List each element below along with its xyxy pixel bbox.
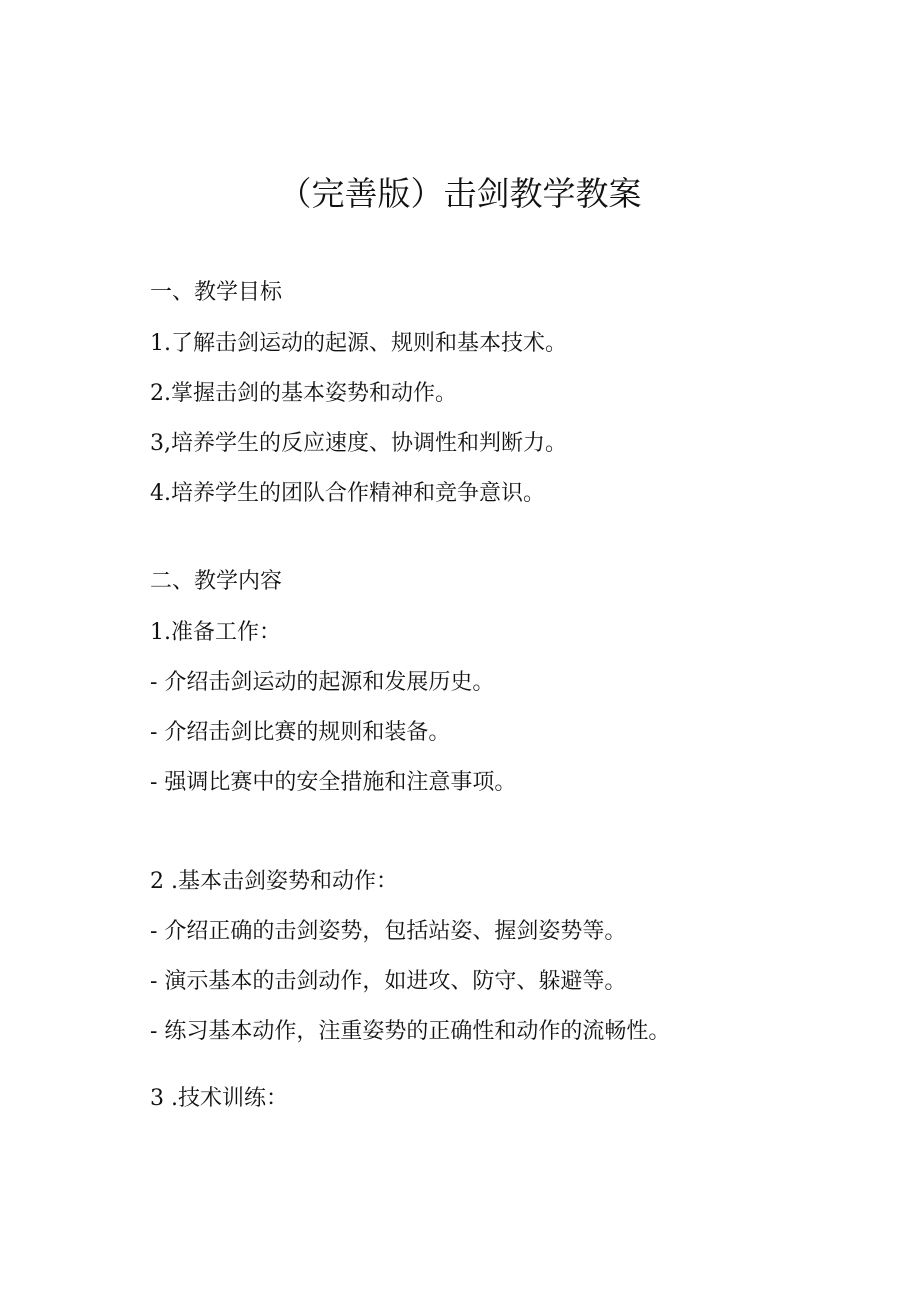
- objective-item: 3,培养学生的反应速度、协调性和判断力。: [150, 431, 567, 456]
- content-item: - 强调比赛中的安全措施和注意事项。: [150, 770, 517, 795]
- content-item: - 演示基本的击剑动作，如进攻、防守、躲避等。: [150, 969, 627, 994]
- subsection-heading: 1.准备工作：: [150, 620, 281, 645]
- subsection-heading: 3 .技术训练：: [150, 1086, 288, 1111]
- objective-item: 4.培养学生的团队合作精神和竞争意识。: [150, 481, 545, 506]
- content-item: - 介绍正确的击剑姿势，包括站姿、握剑姿势等。: [150, 919, 627, 944]
- content-item: - 介绍击剑运动的起源和发展历史。: [150, 670, 495, 695]
- section-heading: 二、教学内容: [150, 569, 283, 594]
- objective-item: 1.了解击剑运动的起源、规则和基本技术。: [150, 331, 567, 356]
- document-title: （完善版）击剑教学教案: [278, 174, 642, 213]
- content-item: - 介绍击剑比赛的规则和装备。: [150, 720, 451, 745]
- section-heading: 一、教学目标: [150, 280, 283, 305]
- objective-item: 2.掌握击剑的基本姿势和动作。: [150, 381, 457, 406]
- subsection-heading: 2 .基本击剑姿势和动作：: [150, 869, 398, 894]
- content-item: - 练习基本动作，注重姿势的正确性和动作的流畅性。: [150, 1019, 671, 1044]
